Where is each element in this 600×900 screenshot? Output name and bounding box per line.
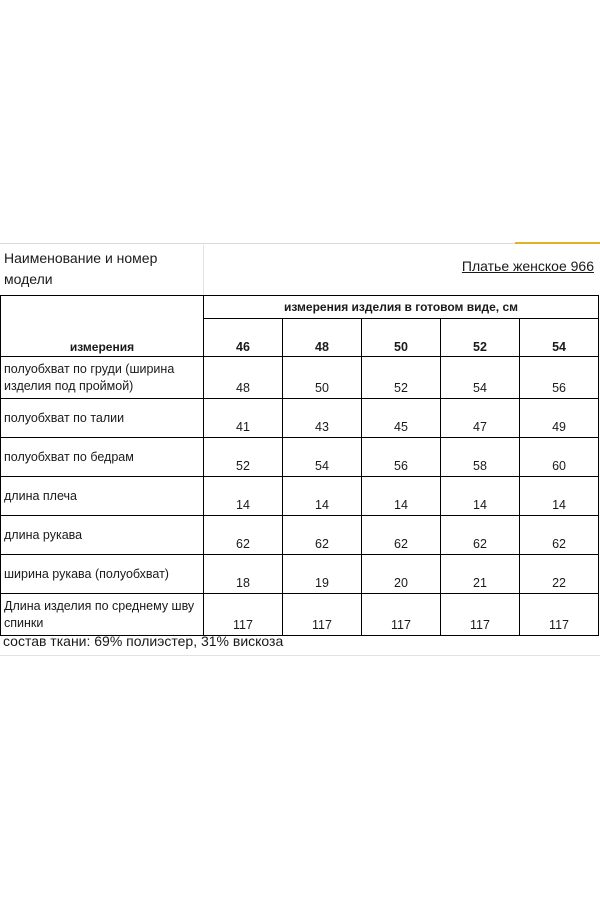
cell-value: 52 xyxy=(204,438,283,477)
cell-value: 14 xyxy=(283,477,362,516)
row-label: длина рукава xyxy=(1,516,204,555)
size-chart-table xyxy=(0,295,599,636)
cell-value: 62 xyxy=(362,516,441,555)
table-header-row xyxy=(1,296,599,319)
cell-value: 117 xyxy=(441,594,520,636)
cell-value: 62 xyxy=(283,516,362,555)
group-header: измерения изделия в готовом виде, см xyxy=(204,296,599,319)
cell-value: 56 xyxy=(362,438,441,477)
cell-value: 62 xyxy=(441,516,520,555)
cell-value: 50 xyxy=(283,357,362,399)
row-label: длина плеча xyxy=(1,477,204,516)
size-header: 48 xyxy=(283,319,362,357)
size-header: 54 xyxy=(520,319,599,357)
cell-value: 18 xyxy=(204,555,283,594)
table-row xyxy=(1,516,599,555)
row-label: полуобхват по груди (ширина изделия под проймой) xyxy=(1,357,204,399)
cell-value: 45 xyxy=(362,399,441,438)
cell-value: 117 xyxy=(362,594,441,636)
cell-value: 20 xyxy=(362,555,441,594)
table-row xyxy=(1,438,599,477)
table-row xyxy=(1,594,599,636)
cell-value: 14 xyxy=(362,477,441,516)
cell-value: 62 xyxy=(520,516,599,555)
cell-value: 14 xyxy=(204,477,283,516)
cell-value: 54 xyxy=(441,357,520,399)
cell-value: 52 xyxy=(362,357,441,399)
model-name: Платье женское 966 xyxy=(461,258,594,274)
size-header: 52 xyxy=(441,319,520,357)
table-row xyxy=(1,477,599,516)
model-label: Наименование и номер модели xyxy=(4,250,158,287)
cell-value: 47 xyxy=(441,399,520,438)
selected-cell-border xyxy=(515,242,600,244)
cell-value: 48 xyxy=(204,357,283,399)
cell-value: 43 xyxy=(283,399,362,438)
cell-value: 19 xyxy=(283,555,362,594)
gridline xyxy=(203,245,204,295)
fabric-composition: состав ткани: 69% полиэстер, 31% вискоза xyxy=(3,633,284,649)
cell-value: 117 xyxy=(283,594,362,636)
size-header: 46 xyxy=(204,319,283,357)
cell-value: 14 xyxy=(520,477,599,516)
gridline xyxy=(0,655,600,656)
cell-value: 62 xyxy=(204,516,283,555)
cell-value: 60 xyxy=(520,438,599,477)
table-row xyxy=(1,399,599,438)
cell-value: 56 xyxy=(520,357,599,399)
cell-value: 117 xyxy=(204,594,283,636)
table-row xyxy=(1,555,599,594)
row-header-measurements: измерения xyxy=(1,296,204,357)
cell-value: 21 xyxy=(441,555,520,594)
size-header: 50 xyxy=(362,319,441,357)
row-label: ширина рукава (полуобхват) xyxy=(1,555,204,594)
row-label: Длина изделия по среднему шву спинки xyxy=(1,594,204,636)
table-row xyxy=(1,357,599,399)
cell-value: 117 xyxy=(520,594,599,636)
cell-value: 14 xyxy=(441,477,520,516)
cell-value: 41 xyxy=(204,399,283,438)
cell-value: 49 xyxy=(520,399,599,438)
row-label: полуобхват по талии xyxy=(1,399,204,438)
cell-value: 54 xyxy=(283,438,362,477)
sheet-top-border xyxy=(0,243,515,244)
cell-value: 22 xyxy=(520,555,599,594)
cell-value: 58 xyxy=(441,438,520,477)
row-label: полуобхват по бедрам xyxy=(1,438,204,477)
